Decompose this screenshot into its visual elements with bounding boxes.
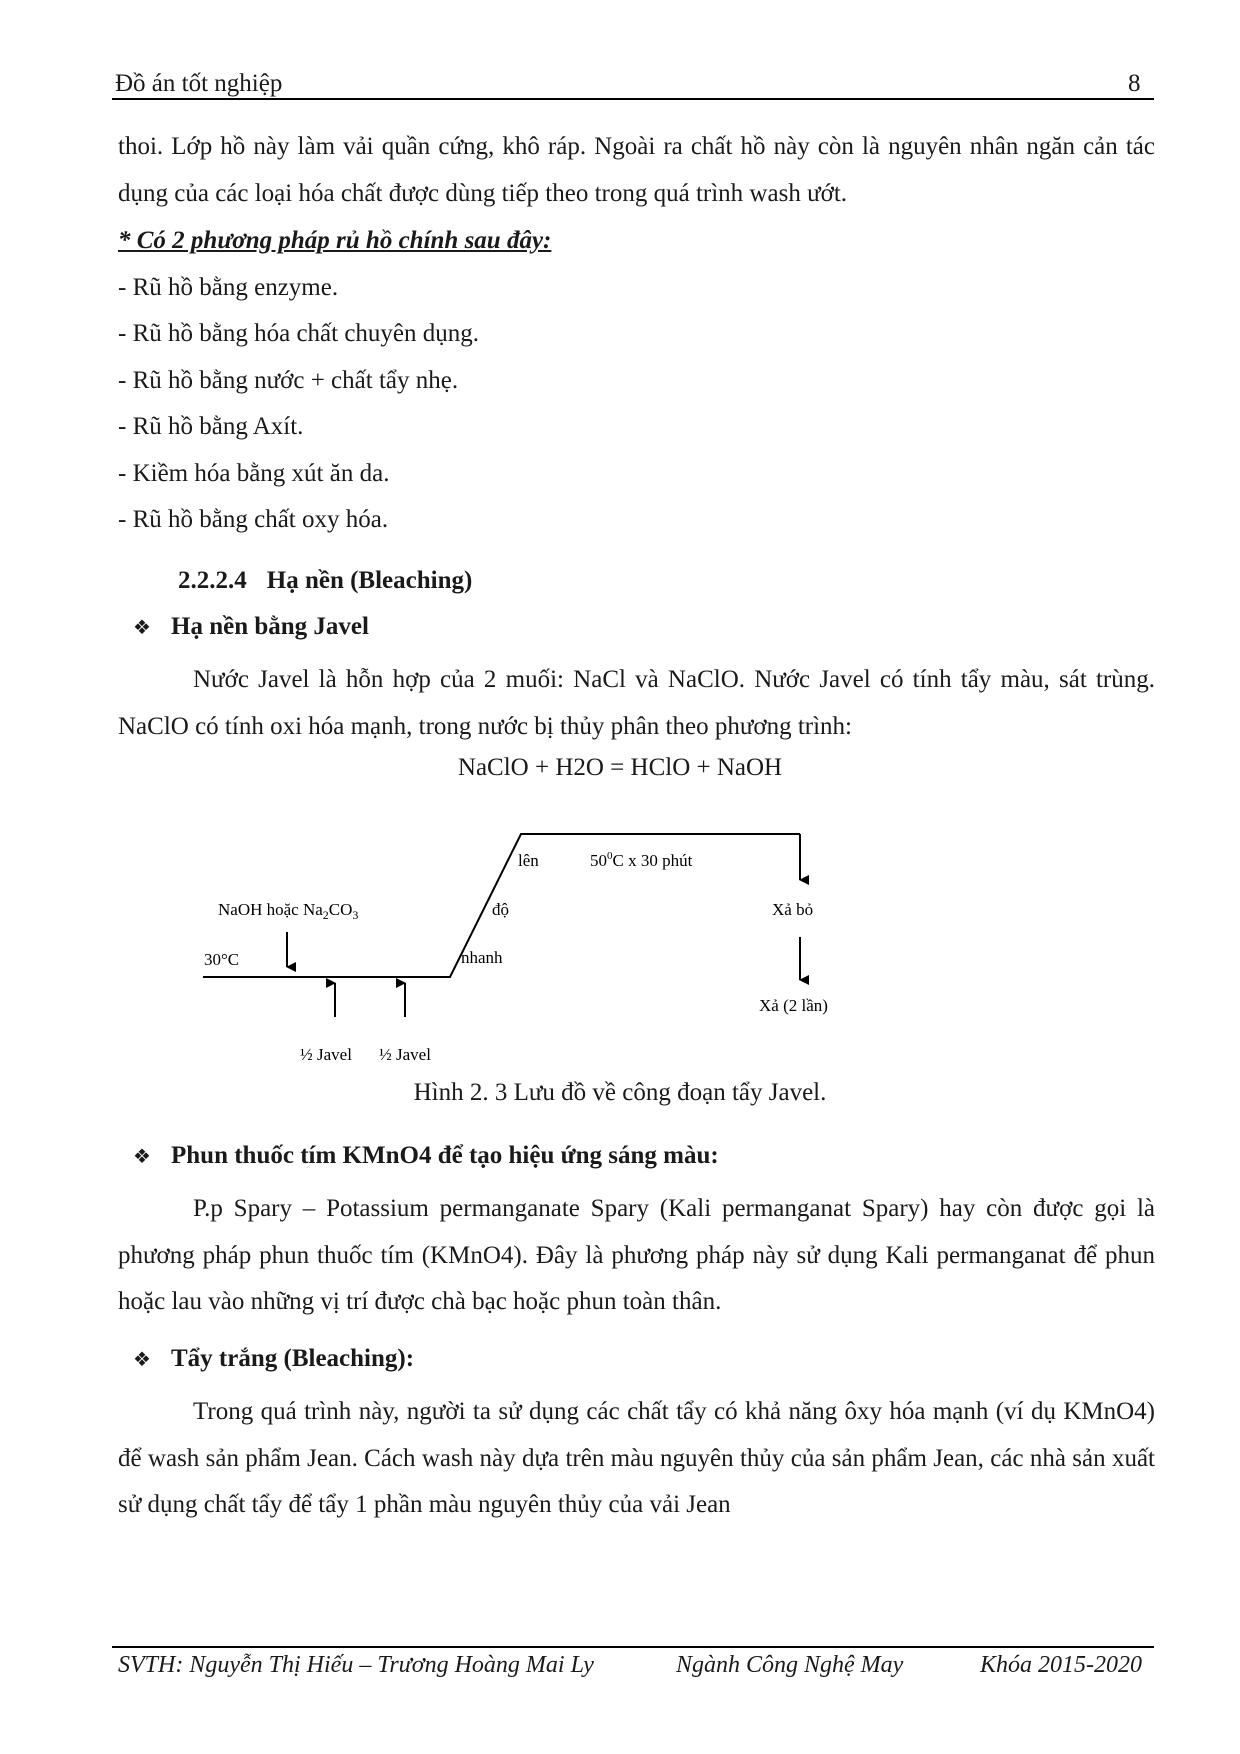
javel-heading-text: Hạ nền bằng Javel: [171, 613, 369, 640]
javel-text: Nước Javel là hỗn hợp của 2 muối: NaCl và NaClO. Nước Javel có tính tẩy màu, sát trùng. NaClO có tính oxi hóa mạnh, trong nước bị thủy phân theo phương trình:: [118, 666, 1155, 740]
header-divider: [112, 98, 1154, 100]
diamond-bullet-icon: ❖: [133, 1144, 151, 1168]
list-item: - Kiềm hóa bằng xút ăn da.: [118, 460, 390, 487]
intro-text: thoi. Lớp hồ này làm vải quần cứng, khô ráp. Ngoài ra chất hồ này còn là nguyên nhân ngăn cản tác dụng của các loại hóa chất được dùng tiếp theo trong quá trình wash ướt.: [118, 133, 1155, 207]
javel-paragraph: [118, 657, 1155, 750]
ramp-fast-label: nhanh: [461, 948, 503, 967]
intro-paragraph: [118, 124, 1155, 217]
diamond-bullet-icon: ❖: [133, 1347, 151, 1371]
drain-label: Xả bỏ: [772, 900, 814, 919]
rinse-label: Xả (2 lần): [759, 996, 828, 1015]
kmno4-text: P.p Spary – Potassium permanganate Spary (Kali permanganat Spary) hay còn được gọi là phương pháp phun thuốc tím (KMnO4). Đây là phương pháp này sử dụng Kali permanganat để phun hoặc lau vào những vị trí được chà bạc hoặc phun toàn thân.: [118, 1195, 1155, 1315]
chemical-equation: NaClO + H2O = HClO + NaOH: [457, 754, 783, 781]
header-title: Đồ án tốt nghiệp: [115, 70, 283, 97]
section-heading: [178, 567, 472, 595]
diamond-bullet-icon: ❖: [133, 615, 151, 639]
javel-heading: [133, 613, 369, 641]
footer-divider: [112, 1646, 1154, 1648]
list-item: - Rũ hồ bằng nước + chất tẩy nhẹ.: [118, 367, 459, 394]
figure-caption: Hình 2. 3 Lưu đồ về công đoạn tẩy Javel.: [413, 1079, 827, 1106]
methods-heading: * Có 2 phương pháp rủ hồ chính sau đây:: [118, 227, 552, 254]
kmno4-heading: [133, 1142, 719, 1170]
kmno4-paragraph: [118, 1186, 1155, 1326]
temp-start-label: 30°C: [204, 950, 240, 969]
javel-right-label: ½ Javel: [379, 1045, 431, 1064]
bleaching-heading-text: Tẩy trắng (Bleaching):: [171, 1345, 415, 1372]
footer-major: Ngành Công Nghệ May: [676, 1652, 904, 1678]
javel-process-diagram: [0, 820, 1240, 1070]
list-item: - Rũ hồ bằng chất oxy hóa.: [118, 506, 389, 533]
list-item: - Rũ hồ bằng Axít.: [118, 413, 304, 440]
footer-course: Khóa 2015-2020: [980, 1652, 1142, 1678]
javel-left-label: ½ Javel: [300, 1045, 352, 1064]
list-item: - Rũ hồ bằng hóa chất chuyên dụng.: [118, 320, 480, 347]
bleaching-text: Trong quá trình này, người ta sử dụng các chất tẩy có khả năng ôxy hóa mạnh (ví dụ KMnO4) để wash sản phẩm Jean. Cách wash này dựa trên màu nguyên thủy của sản phẩm Jean, các nhà sản xuất sử dụng chất tẩy để tẩy 1 phần màu nguyên thủy của vải Jean: [118, 1398, 1155, 1518]
footer-authors: SVTH: Nguyễn Thị Hiếu – Trương Hoàng Mai Ly: [118, 1652, 594, 1678]
bleaching-heading: [133, 1345, 414, 1373]
list-item: - Rũ hồ bằng enzyme.: [118, 274, 339, 301]
kmno4-heading-text: Phun thuốc tím KMnO4 để tạo hiệu ứng sáng màu:: [171, 1142, 719, 1169]
ramp-up-label: lên: [518, 851, 539, 870]
section-number: 2.2.2.4: [178, 567, 247, 594]
page-number: 8: [1128, 70, 1141, 97]
bleaching-paragraph: [118, 1389, 1155, 1529]
section-title: Hạ nền (Bleaching): [266, 567, 473, 594]
ramp-degree-label: độ: [492, 900, 509, 919]
hold-label: $50^0C$ x 30 phút: [590, 850, 693, 870]
reagent-label: NaOH hoặc $Na_2CO_3$: [218, 900, 359, 922]
